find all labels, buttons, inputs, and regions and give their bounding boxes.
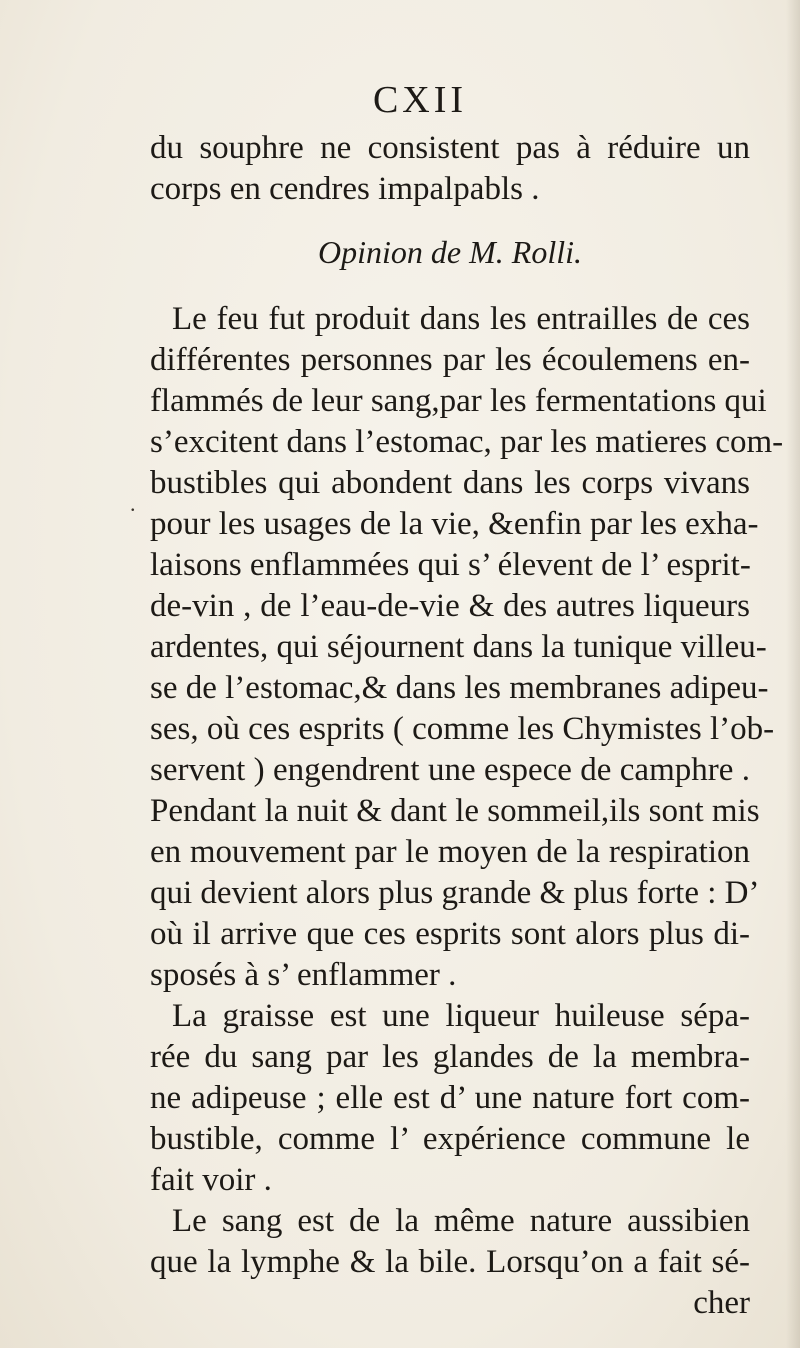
text-line: différentes personnes par les écoulemens en- <box>150 342 750 378</box>
text-line: Le sang est de la même nature aussibien <box>172 1203 750 1239</box>
text-line: se de l’estomac,& dans les membranes adipeu- <box>150 670 769 706</box>
text-line: qui devient alors plus grande & plus forte : D’ <box>150 875 760 911</box>
text-line: bustible, comme l’ expérience commune le <box>150 1121 750 1157</box>
text-line: servent ) engendrent une espece de camphre . <box>150 752 750 788</box>
text-line: ne adipeuse ; elle est d’ une nature fort com- <box>150 1080 750 1116</box>
text-line: pour les usages de la vie, &enfin par les exha- <box>150 506 759 542</box>
text-line: flammés de leur sang,par les fermentations qui <box>150 383 767 419</box>
text-line: sposés à s’ enflammer . <box>150 957 457 993</box>
text-line: que la lymphe & la bile. Lorsqu’on a fait sé- <box>150 1244 750 1280</box>
text-line: La graisse est une liqueur huileuse sépa- <box>172 998 750 1034</box>
text-line: Le feu fut produit dans les entrailles de ces <box>172 301 750 337</box>
text-line: où il arrive que ces esprits sont alors plus di- <box>150 916 750 952</box>
text-line: ardentes, qui séjournent dans la tunique villeu- <box>150 629 767 665</box>
text-line: en mouvement par le moyen de la respiration <box>150 834 750 870</box>
text-line: corps en cendres impalpabls . <box>150 171 540 207</box>
paragraph-3 <box>150 1201 750 1283</box>
text-line: laisons enflammées qui s’ élevent de l’ esprit- <box>150 547 751 583</box>
text-line: ses, où ces esprits ( comme les Chymistes l’ob- <box>150 711 775 747</box>
paragraph-2 <box>150 996 750 1201</box>
catchword: cher <box>693 1285 750 1321</box>
text-line: bustibles qui abondent dans les corps vivans <box>150 465 750 501</box>
text-block <box>150 128 784 1324</box>
margin-mark: . <box>130 491 136 516</box>
text-line: s’excitent dans l’estomac, par les matieres com- <box>150 424 784 460</box>
section-heading: Opinion de M. Rolli. <box>318 234 582 270</box>
text-line: de-vin , de l’eau-de-vie & des autres liqueurs <box>150 588 750 624</box>
paragraph-1 <box>150 299 784 996</box>
page-edge-shadow <box>786 0 800 1348</box>
running-head: CXII <box>372 79 468 121</box>
text-line: fait voir . <box>150 1162 272 1198</box>
text-line: rée du sang par les glandes de la membra- <box>150 1039 750 1075</box>
text-line: du souphre ne consistent pas à réduire un <box>150 130 750 166</box>
text-line: Pendant la nuit & dant le sommeil,ils sont mis <box>150 793 760 829</box>
